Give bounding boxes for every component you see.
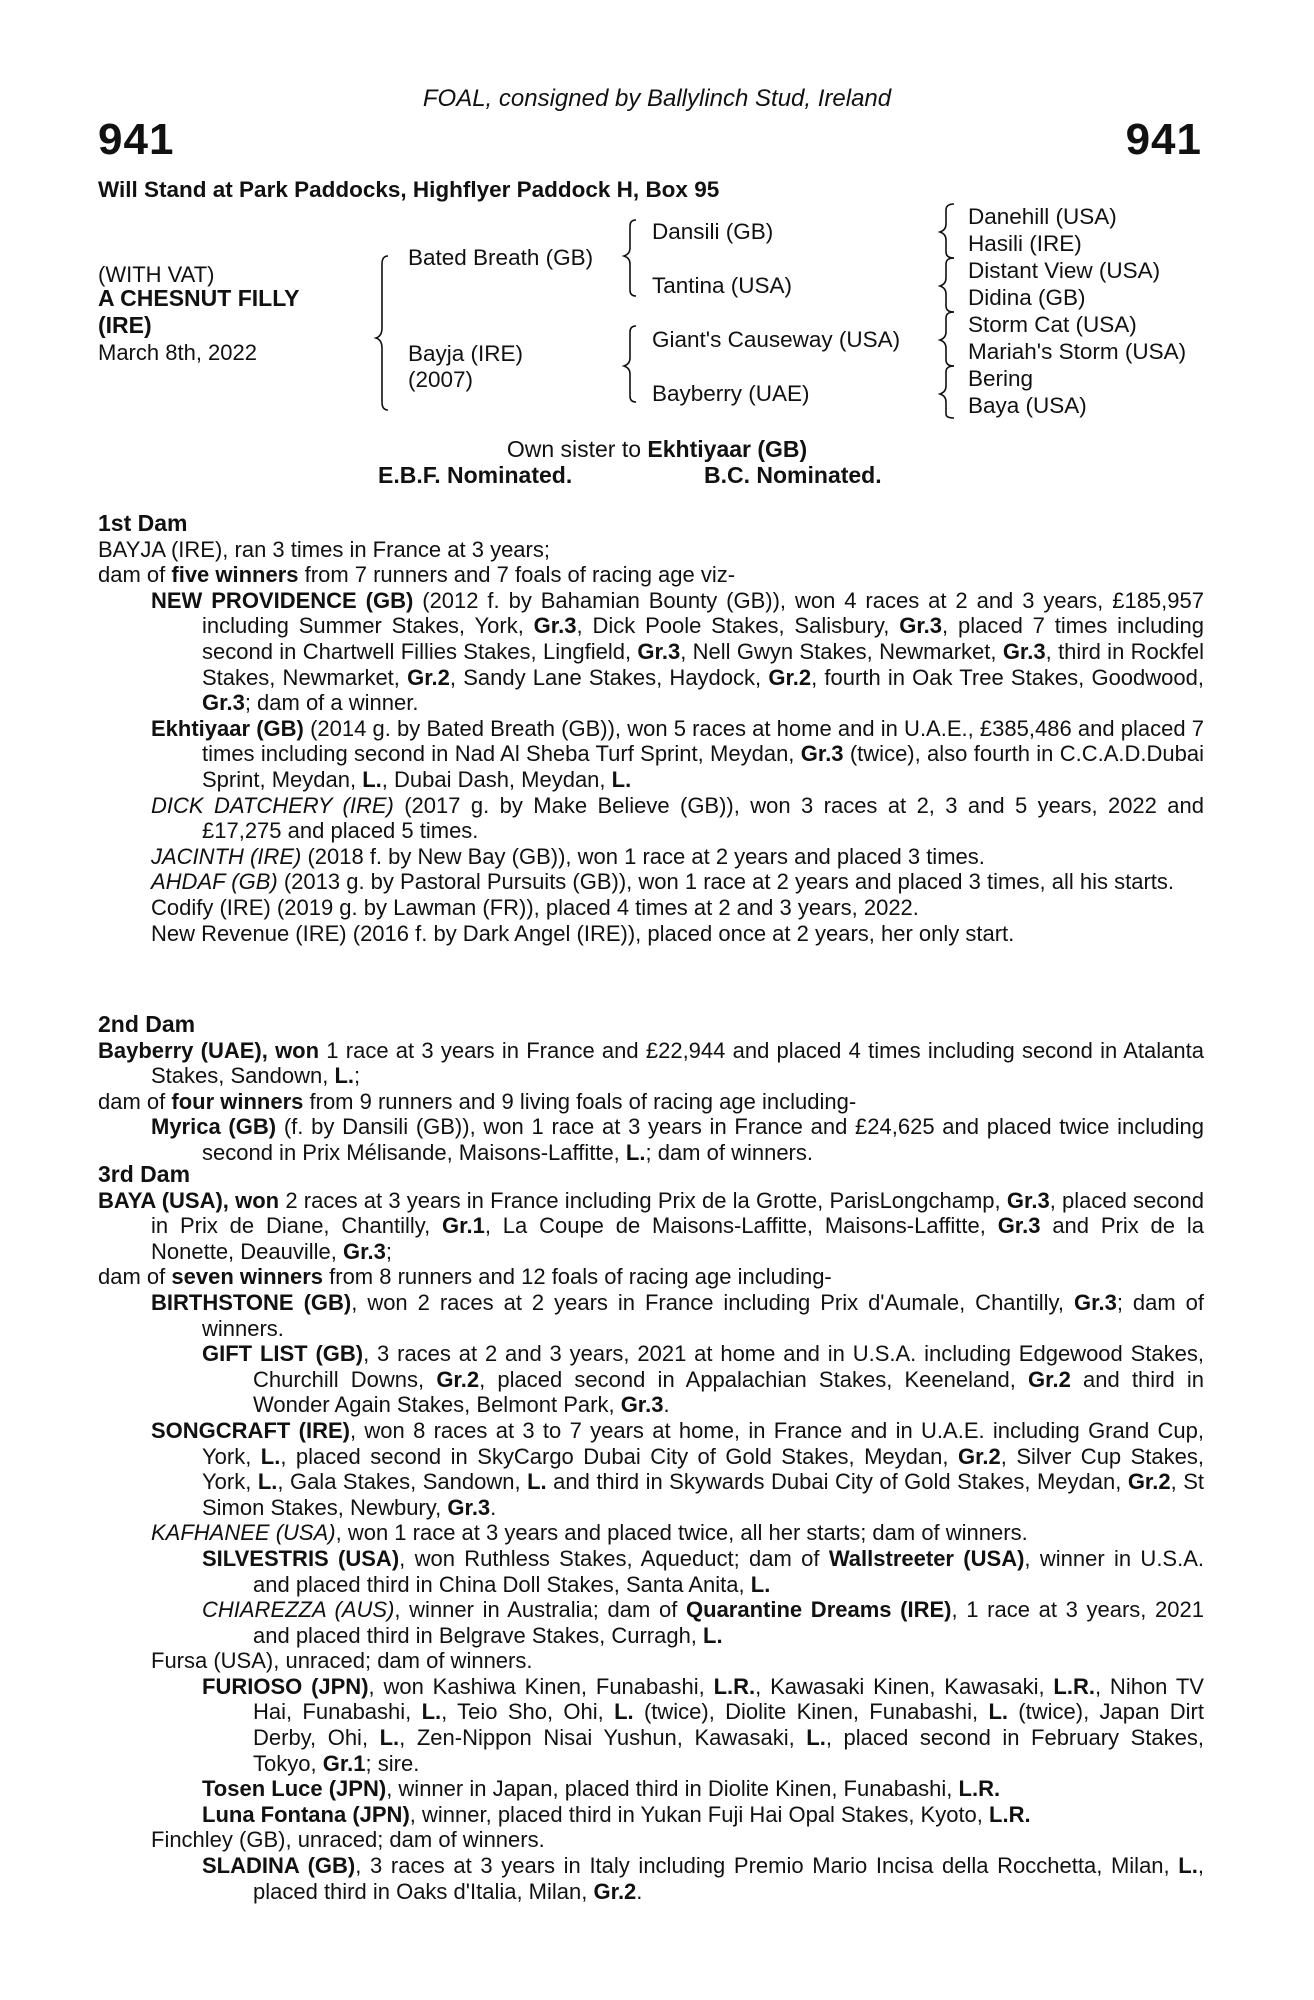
produce-entry: SLADINA (GB), 3 races at 3 years in Italy including Premio Mario Incisa della Rocchetta, Milan, L., placed third in Oaks d'Italia, Milan, Gr.2. — [202, 1853, 1204, 1904]
dam-year: (2007) — [408, 367, 474, 392]
grandparent-6: Mariah's Storm (USA) — [968, 339, 1187, 364]
dam-record: dam of four winners from 9 runners and 9 living foals of racing age including- — [98, 1088, 857, 1114]
first-dam-section — [98, 511, 1204, 946]
dam-summary: BAYA (USA), won 2 races at 3 years in France including Prix de la Grotte, ParisLongchamp, Gr.3, placed second in Prix de Diane, Chantilly, Gr.1, La Coupe de Maisons-Laffitte, Maisons-Laffitte, Gr.3 and Prix de la Nonette, Deauville, Gr.3; — [98, 1187, 1204, 1264]
grandparent-4: Didina (GB) — [968, 285, 1086, 310]
dam-sire: Giant's Causeway (USA) — [652, 327, 901, 352]
lot-number-left: 941 — [98, 115, 175, 164]
produce-entry: GIFT LIST (GB), 3 races at 2 and 3 years, 2021 at home and in U.S.A. including Edgewood Stakes, Churchill Downs, Gr.2, placed second in Appalachian Stakes, Keeneland, Gr.2 and third in Wonder Again Stakes, Belmont Park, Gr.3. — [202, 1341, 1204, 1418]
horse-name: A CHESNUT FILLY — [98, 285, 300, 311]
produce-entry: CHIAREZZA (AUS), winner in Australia; dam of Quarantine Dreams (IRE), 1 race at 3 years, 2021 and placed third in Belgrave Stakes, Curragh, L. — [202, 1597, 1204, 1648]
consignment-line: FOAL, consigned by Ballylinch Stud, Ireland — [422, 85, 892, 112]
sire-name: Bated Breath (GB) — [408, 245, 594, 270]
produce-entry: DICK DATCHERY (IRE) (2017 g. by Make Believe (GB)), won 3 races at 2, 3 and 5 years, 2022 and £17,275 and placed 5 times. — [151, 792, 1204, 844]
grandparent-1: Danehill (USA) — [968, 204, 1117, 229]
dam-name: Bayja (IRE) — [408, 341, 524, 366]
section-heading: 2nd Dam — [98, 1011, 196, 1037]
produce-entry: JACINTH (IRE) (2018 f. by New Bay (GB)), won 1 race at 2 years and placed 3 times. — [151, 843, 985, 869]
produce-entry: FURIOSO (JPN), won Kashiwa Kinen, Funabashi, L.R., Kawasaki Kinen, Kawasaki, L.R., Nihon TV Hai, Funabashi, L., Teio Sho, Ohi, L. (twice), Diolite Kinen, Funabashi, L. (twice), Japan Dirt Derby, Ohi, L., Zen-Nippon Nisai Yushun, Kawasaki, L., placed second in February Stakes, Tokyo, Gr.1; sire. — [202, 1673, 1204, 1776]
section-heading: 3rd Dam — [98, 1161, 191, 1187]
ebf-nominated: E.B.F. Nominated. — [378, 462, 573, 488]
location-line: Will Stand at Park Paddocks, Highflyer Paddock H, Box 95 — [98, 177, 720, 202]
third-dam-section — [98, 1162, 1204, 1904]
lot-number-right: 941 — [1125, 115, 1202, 164]
grandparent-7: Bering — [968, 366, 1034, 391]
grandparent-8: Baya (USA) — [968, 393, 1087, 418]
own-sister-line: Own sister to Ekhtiyaar (GB) — [506, 436, 808, 462]
horse-origin: (IRE) — [98, 312, 152, 338]
second-dam-section — [98, 1012, 1204, 1166]
produce-entry: New Revenue (IRE) (2016 f. by Dark Angel (IRE)), placed once at 2 years, her only start. — [151, 920, 1015, 946]
sire-sire: Dansili (GB) — [652, 219, 774, 244]
produce-entry: Tosen Luce (JPN), winner in Japan, placed third in Diolite Kinen, Funabashi, L.R. — [202, 1776, 1001, 1802]
produce-entry: Myrica (GB) (f. by Dansili (GB)), won 1 race at 3 years in France and £24,625 and placed twice including second in Prix Mélisande, Maisons-Laffitte, L.; dam of winners. — [151, 1114, 1204, 1165]
grandparent-2: Hasili (IRE) — [968, 231, 1082, 256]
produce-entry: Ekhtiyaar (GB) (2014 g. by Bated Breath (GB)), won 5 races at home and in U.A.E., £385,486 and placed 7 times including second in Nad Al Sheba Turf Sprint, Meydan, Gr.3 (twice), also fourth in C.C.A.D.Dubai Sprint, Meydan, L., Dubai Dash, Meydan, L. — [151, 715, 1204, 792]
dam-summary: BAYJA (IRE), ran 3 times in France at 3 years; — [98, 536, 550, 562]
produce-entry: KAFHANEE (USA), won 1 race at 3 years and placed twice, all her starts; dam of winners. — [151, 1520, 1028, 1546]
produce-entry: Finchley (GB), unraced; dam of winners. — [151, 1827, 545, 1853]
produce-entry: BIRTHSTONE (GB), won 2 races at 2 years in France including Prix d'Aumale, Chantilly, Gr.3; dam of winners. — [151, 1289, 1205, 1341]
sire-dam: Tantina (USA) — [652, 273, 793, 298]
dam-record: dam of five winners from 7 runners and 7 foals of racing age viz- — [98, 562, 736, 588]
dam-record: dam of seven winners from 8 runners and 12 foals of racing age including- — [98, 1264, 832, 1290]
produce-entry: SILVESTRIS (USA), won Ruthless Stakes, Aqueduct; dam of Wallstreeter (USA), winner in U.S.A. and placed third in China Doll Stakes, Santa Anita, L. — [202, 1545, 1205, 1597]
dam-dam: Bayberry (UAE) — [652, 381, 810, 406]
produce-entry: Fursa (USA), unraced; dam of winners. — [151, 1648, 533, 1674]
section-heading: 1st Dam — [98, 510, 188, 536]
foaling-date: March 8th, 2022 — [98, 340, 257, 365]
grandparent-5: Storm Cat (USA) — [968, 312, 1137, 337]
produce-entry: Luna Fontana (JPN), winner, placed third in Yukan Fuji Hai Opal Stakes, Kyoto, L.R. — [202, 1801, 1031, 1827]
produce-entry: NEW PROVIDENCE (GB) (2012 f. by Bahamian Bounty (GB)), won 4 races at 2 and 3 years, £185,957 including Summer Stakes, York, Gr.3, Dick Poole Stakes, Salisbury, Gr.3, placed 7 times including second in Chartwell Fillies Stakes, Lingfield, Gr.3, Nell Gwyn Stakes, Newmarket, Gr.3, third in Rockfel Stakes, Newmarket, Gr.2, Sandy Lane Stakes, Haydock, Gr.2, fourth in Oak Tree Stakes, Goodwood, Gr.3; dam of a winner. — [151, 587, 1205, 716]
produce-entry: AHDAF (GB) (2013 g. by Pastoral Pursuits (GB)), won 1 race at 2 years and placed 3 times, all his starts. — [151, 869, 1175, 895]
produce-entry: SONGCRAFT (IRE), won 8 races at 3 to 7 years at home, in France and in U.A.E. including Grand Cup, York, L., placed second in SkyCargo Dubai City of Gold Stakes, Meydan, Gr.2, Silver Cup Stakes, York, L., Gala Stakes, Sandown, L. and third in Skywards Dubai City of Gold Stakes, Meydan, Gr.2, St Simon Stakes, Newbury, Gr.3. — [151, 1417, 1204, 1520]
produce-entry: Codify (IRE) (2019 g. by Lawman (FR)), placed 4 times at 2 and 3 years, 2022. — [151, 894, 919, 920]
bc-nominated: B.C. Nominated. — [704, 462, 882, 488]
grandparent-3: Distant View (USA) — [968, 258, 1161, 283]
vat-label: (WITH VAT) — [98, 262, 215, 287]
dam-summary: Bayberry (UAE), won 1 race at 3 years in France and £22,944 and placed 4 times including second in Atalanta Stakes, Sandown, L.; — [98, 1037, 1204, 1089]
